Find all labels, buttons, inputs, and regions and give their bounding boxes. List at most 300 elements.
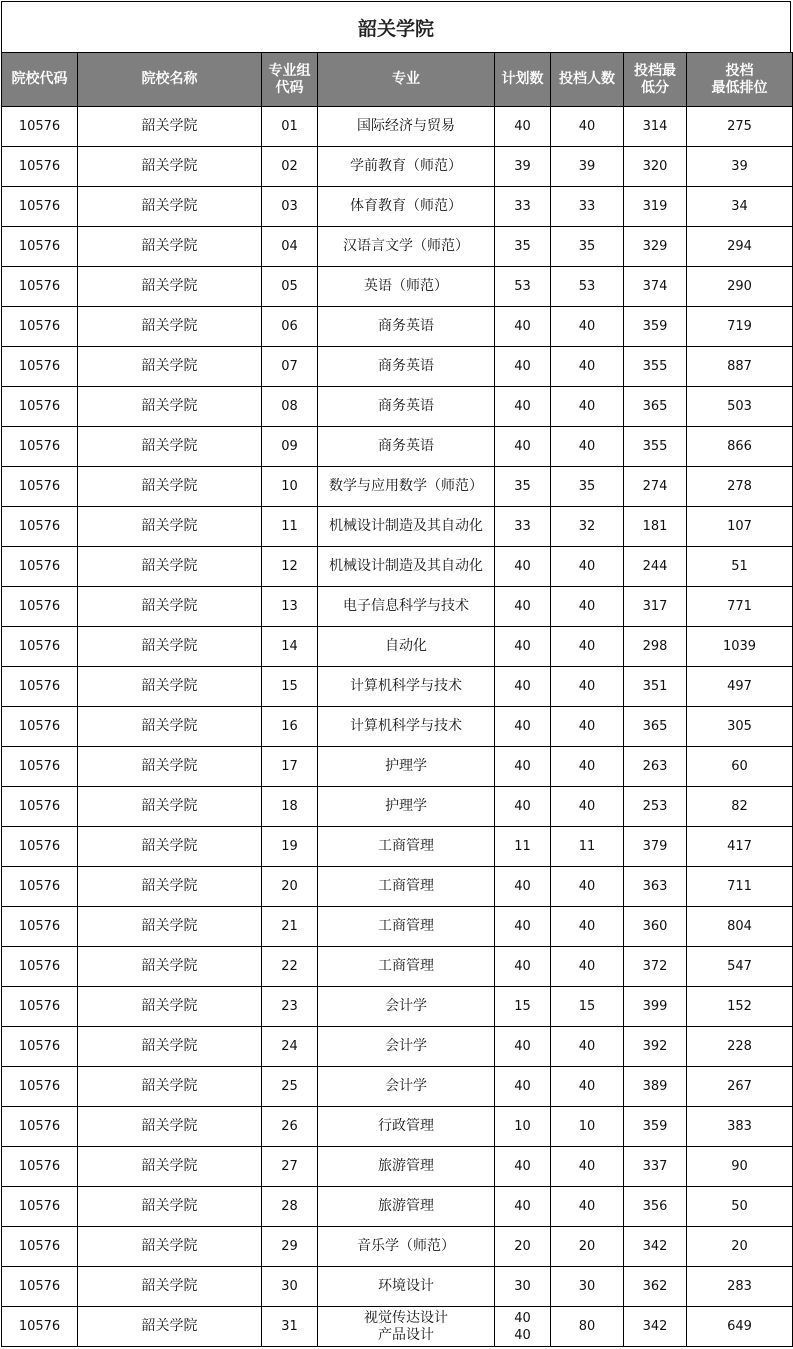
plan-cell-line: 40 xyxy=(514,759,531,774)
min-rank-cell: 278 xyxy=(687,467,793,507)
header-school-name xyxy=(78,53,262,107)
plan-cell-line: 40 xyxy=(514,679,531,694)
plan-cell xyxy=(495,1067,551,1107)
plan-cell xyxy=(495,547,551,587)
group-code-cell: 02 xyxy=(262,147,318,187)
min-rank-cell: 275 xyxy=(687,107,793,147)
min-rank-cell: 417 xyxy=(687,827,793,867)
major-cell xyxy=(318,1067,495,1107)
school-code-cell: 10576 xyxy=(2,187,78,227)
major-cell xyxy=(318,667,495,707)
min-score-cell: 337 xyxy=(624,1147,687,1187)
group-code-cell: 06 xyxy=(262,307,318,347)
plan-cell-line: 40 xyxy=(514,559,531,574)
table-row xyxy=(2,1187,793,1227)
plan-cell xyxy=(495,907,551,947)
school-name-cell: 韶关学院 xyxy=(78,387,262,427)
table-row xyxy=(2,467,793,507)
group-code-cell: 08 xyxy=(262,387,318,427)
admitted-cell: 35 xyxy=(551,227,624,267)
plan-cell xyxy=(495,307,551,347)
major-cell xyxy=(318,747,495,787)
school-code-cell: 10576 xyxy=(2,387,78,427)
plan-cell-line: 40 xyxy=(514,599,531,614)
min-score-cell: 379 xyxy=(624,827,687,867)
plan-cell-line: 40 xyxy=(514,1327,531,1343)
major-cell-line: 英语（师范） xyxy=(364,278,448,294)
table-row xyxy=(2,1147,793,1187)
plan-cell xyxy=(495,427,551,467)
plan-cell xyxy=(495,147,551,187)
table-row xyxy=(2,427,793,467)
group-code-cell: 22 xyxy=(262,947,318,987)
table-row xyxy=(2,347,793,387)
admitted-cell: 40 xyxy=(551,707,624,747)
group-code-cell: 26 xyxy=(262,1107,318,1147)
admitted-cell: 30 xyxy=(551,1267,624,1307)
major-cell xyxy=(318,1267,495,1307)
plan-cell-line: 40 xyxy=(514,119,531,134)
school-name-cell: 韶关学院 xyxy=(78,1307,262,1347)
plan-cell xyxy=(495,627,551,667)
major-cell-line: 工商管理 xyxy=(378,958,434,974)
min-score-cell: 356 xyxy=(624,1187,687,1227)
group-code-cell: 11 xyxy=(262,507,318,547)
admitted-cell: 53 xyxy=(551,267,624,307)
major-cell xyxy=(318,987,495,1027)
school-code-cell: 10576 xyxy=(2,907,78,947)
group-code-cell: 28 xyxy=(262,1187,318,1227)
major-cell xyxy=(318,907,495,947)
admitted-cell: 32 xyxy=(551,507,624,547)
major-cell xyxy=(318,547,495,587)
school-name-cell: 韶关学院 xyxy=(78,187,262,227)
major-cell-line: 工商管理 xyxy=(378,878,434,894)
admitted-cell: 39 xyxy=(551,147,624,187)
min-rank-cell: 283 xyxy=(687,1267,793,1307)
major-cell xyxy=(318,507,495,547)
min-rank-cell: 711 xyxy=(687,867,793,907)
min-score-cell: 253 xyxy=(624,787,687,827)
school-code-cell: 10576 xyxy=(2,427,78,467)
school-code-cell: 10576 xyxy=(2,227,78,267)
group-code-cell: 29 xyxy=(262,1227,318,1267)
plan-cell xyxy=(495,107,551,147)
table-row xyxy=(2,907,793,947)
min-rank-cell: 1039 xyxy=(687,627,793,667)
min-score-cell: 342 xyxy=(624,1227,687,1267)
admitted-cell: 80 xyxy=(551,1307,624,1347)
table-row xyxy=(2,667,793,707)
header-line: 投档最 xyxy=(634,62,676,79)
min-rank-cell: 383 xyxy=(687,1107,793,1147)
plan-cell-line: 40 xyxy=(514,879,531,894)
admitted-cell: 40 xyxy=(551,747,624,787)
group-code-cell: 30 xyxy=(262,1267,318,1307)
major-cell xyxy=(318,187,495,227)
school-name-cell: 韶关学院 xyxy=(78,267,262,307)
min-score-cell: 314 xyxy=(624,107,687,147)
min-score-cell: 359 xyxy=(624,1107,687,1147)
major-cell-line: 音乐学（师范） xyxy=(357,1238,455,1254)
school-code-cell: 10576 xyxy=(2,1027,78,1067)
min-score-cell: 342 xyxy=(624,1307,687,1347)
group-code-cell: 19 xyxy=(262,827,318,867)
major-cell xyxy=(318,1187,495,1227)
header-line: 低分 xyxy=(641,79,669,96)
min-rank-cell: 90 xyxy=(687,1147,793,1187)
school-name-cell: 韶关学院 xyxy=(78,587,262,627)
min-score-cell: 392 xyxy=(624,1027,687,1067)
school-code-cell: 10576 xyxy=(2,707,78,747)
school-name-cell: 韶关学院 xyxy=(78,867,262,907)
school-name-cell: 韶关学院 xyxy=(78,147,262,187)
min-score-cell: 329 xyxy=(624,227,687,267)
table-row xyxy=(2,1227,793,1267)
table-title: 韶关学院 xyxy=(1,1,791,53)
plan-cell xyxy=(495,987,551,1027)
min-rank-cell: 152 xyxy=(687,987,793,1027)
major-cell xyxy=(318,827,495,867)
min-rank-cell: 719 xyxy=(687,307,793,347)
header-line: 院校名称 xyxy=(141,71,198,87)
table-row xyxy=(2,947,793,987)
table-row xyxy=(2,1067,793,1107)
admitted-cell: 20 xyxy=(551,1227,624,1267)
major-cell xyxy=(318,107,495,147)
plan-cell-line: 40 xyxy=(514,919,531,934)
plan-cell-line: 40 xyxy=(514,959,531,974)
school-code-cell: 10576 xyxy=(2,1147,78,1187)
header-line: 院校代码 xyxy=(11,71,68,87)
plan-cell-line: 40 xyxy=(514,359,531,374)
major-cell xyxy=(318,307,495,347)
plan-cell xyxy=(495,1267,551,1307)
plan-cell-line: 40 xyxy=(514,1159,531,1174)
min-rank-cell: 547 xyxy=(687,947,793,987)
school-name-cell: 韶关学院 xyxy=(78,907,262,947)
group-code-cell: 17 xyxy=(262,747,318,787)
plan-cell xyxy=(495,347,551,387)
min-rank-cell: 804 xyxy=(687,907,793,947)
plan-cell-line: 40 xyxy=(514,719,531,734)
group-code-cell: 12 xyxy=(262,547,318,587)
table-row xyxy=(2,307,793,347)
header-row xyxy=(2,53,793,107)
table-row xyxy=(2,547,793,587)
school-code-cell: 10576 xyxy=(2,747,78,787)
group-code-cell: 25 xyxy=(262,1067,318,1107)
admitted-cell: 40 xyxy=(551,1147,624,1187)
table-row xyxy=(2,827,793,867)
group-code-cell: 16 xyxy=(262,707,318,747)
major-cell xyxy=(318,467,495,507)
admitted-cell: 33 xyxy=(551,187,624,227)
group-code-cell: 14 xyxy=(262,627,318,667)
min-rank-cell: 51 xyxy=(687,547,793,587)
school-code-cell: 10576 xyxy=(2,147,78,187)
group-code-cell: 21 xyxy=(262,907,318,947)
plan-cell xyxy=(495,787,551,827)
major-cell-line: 旅游管理 xyxy=(378,1158,434,1174)
table-row xyxy=(2,227,793,267)
major-cell-line: 体育教育（师范） xyxy=(350,198,462,214)
school-code-cell: 10576 xyxy=(2,947,78,987)
table-row xyxy=(2,867,793,907)
min-score-cell: 365 xyxy=(624,387,687,427)
school-name-cell: 韶关学院 xyxy=(78,1227,262,1267)
plan-cell-line: 35 xyxy=(514,239,531,254)
group-code-cell: 13 xyxy=(262,587,318,627)
group-code-cell: 01 xyxy=(262,107,318,147)
plan-cell-line: 40 xyxy=(514,439,531,454)
admitted-cell: 35 xyxy=(551,467,624,507)
admitted-cell: 40 xyxy=(551,1027,624,1067)
min-rank-cell: 290 xyxy=(687,267,793,307)
school-code-cell: 10576 xyxy=(2,1307,78,1347)
group-code-cell: 04 xyxy=(262,227,318,267)
min-score-cell: 359 xyxy=(624,307,687,347)
table-row xyxy=(2,507,793,547)
plan-cell-line: 40 xyxy=(514,319,531,334)
group-code-cell: 07 xyxy=(262,347,318,387)
plan-cell xyxy=(495,947,551,987)
major-cell-line: 护理学 xyxy=(385,798,427,814)
table-row xyxy=(2,1107,793,1147)
major-cell-line: 学前教育（师范） xyxy=(350,158,462,174)
admitted-cell: 40 xyxy=(551,667,624,707)
plan-cell-line: 15 xyxy=(514,999,531,1014)
major-cell xyxy=(318,387,495,427)
major-cell-line: 旅游管理 xyxy=(378,1198,434,1214)
min-rank-cell: 649 xyxy=(687,1307,793,1347)
table-body xyxy=(2,107,793,1347)
major-cell-line: 会计学 xyxy=(385,1078,427,1094)
plan-cell xyxy=(495,267,551,307)
major-cell xyxy=(318,347,495,387)
min-score-cell: 181 xyxy=(624,507,687,547)
group-code-cell: 03 xyxy=(262,187,318,227)
plan-cell xyxy=(495,587,551,627)
header-plan xyxy=(495,53,551,107)
major-cell-line: 商务英语 xyxy=(378,318,434,334)
table-row xyxy=(2,1027,793,1067)
major-cell-line: 产品设计 xyxy=(378,1326,434,1343)
header-line: 专业 xyxy=(392,71,420,87)
plan-cell-line: 53 xyxy=(514,279,531,294)
table-row xyxy=(2,187,793,227)
school-name-cell: 韶关学院 xyxy=(78,307,262,347)
header-major xyxy=(318,53,495,107)
min-rank-cell: 497 xyxy=(687,667,793,707)
school-name-cell: 韶关学院 xyxy=(78,347,262,387)
min-rank-cell: 60 xyxy=(687,747,793,787)
group-code-cell: 18 xyxy=(262,787,318,827)
plan-cell xyxy=(495,1147,551,1187)
major-cell xyxy=(318,1107,495,1147)
major-cell-line: 会计学 xyxy=(385,1038,427,1054)
min-score-cell: 274 xyxy=(624,467,687,507)
plan-cell-line: 33 xyxy=(514,199,531,214)
school-code-cell: 10576 xyxy=(2,267,78,307)
school-name-cell: 韶关学院 xyxy=(78,427,262,467)
major-cell xyxy=(318,787,495,827)
plan-cell-line: 20 xyxy=(514,1239,531,1254)
school-code-cell: 10576 xyxy=(2,347,78,387)
table-row xyxy=(2,267,793,307)
major-cell-line: 机械设计制造及其自动化 xyxy=(329,558,483,574)
plan-cell-line: 40 xyxy=(514,1079,531,1094)
table-row xyxy=(2,587,793,627)
school-name-cell: 韶关学院 xyxy=(78,667,262,707)
plan-cell-line: 40 xyxy=(514,799,531,814)
admitted-cell: 40 xyxy=(551,627,624,667)
min-rank-cell: 305 xyxy=(687,707,793,747)
school-code-cell: 10576 xyxy=(2,667,78,707)
plan-cell-line: 40 xyxy=(514,399,531,414)
plan-cell-line: 40 xyxy=(514,1199,531,1214)
major-cell xyxy=(318,587,495,627)
header-min-score xyxy=(624,53,687,107)
header-line: 专业组 xyxy=(268,62,311,79)
school-name-cell: 韶关学院 xyxy=(78,787,262,827)
plan-cell xyxy=(495,387,551,427)
group-code-cell: 05 xyxy=(262,267,318,307)
min-score-cell: 399 xyxy=(624,987,687,1027)
major-cell xyxy=(318,1027,495,1067)
plan-cell-line: 35 xyxy=(514,479,531,494)
plan-cell xyxy=(495,867,551,907)
min-rank-cell: 34 xyxy=(687,187,793,227)
table-row xyxy=(2,1307,793,1347)
min-rank-cell: 294 xyxy=(687,227,793,267)
plan-cell-line: 10 xyxy=(514,1119,531,1134)
school-code-cell: 10576 xyxy=(2,467,78,507)
plan-cell xyxy=(495,747,551,787)
plan-cell-line: 33 xyxy=(514,519,531,534)
table-row xyxy=(2,787,793,827)
min-score-cell: 374 xyxy=(624,267,687,307)
school-code-cell: 10576 xyxy=(2,307,78,347)
min-rank-cell: 503 xyxy=(687,387,793,427)
major-cell-line: 会计学 xyxy=(385,998,427,1014)
major-cell xyxy=(318,227,495,267)
plan-cell-line: 30 xyxy=(514,1279,531,1294)
admitted-cell: 40 xyxy=(551,1187,624,1227)
major-cell-line: 环境设计 xyxy=(378,1278,434,1294)
major-cell-line: 工商管理 xyxy=(378,918,434,934)
plan-cell xyxy=(495,1187,551,1227)
min-rank-cell: 228 xyxy=(687,1027,793,1067)
major-cell xyxy=(318,1307,495,1347)
major-cell xyxy=(318,427,495,467)
plan-cell xyxy=(495,1107,551,1147)
group-code-cell: 27 xyxy=(262,1147,318,1187)
min-score-cell: 355 xyxy=(624,347,687,387)
school-code-cell: 10576 xyxy=(2,587,78,627)
admitted-cell: 40 xyxy=(551,387,624,427)
table-row xyxy=(2,1267,793,1307)
min-score-cell: 363 xyxy=(624,867,687,907)
plan-cell xyxy=(495,187,551,227)
header-line: 计划数 xyxy=(501,71,544,87)
school-code-cell: 10576 xyxy=(2,627,78,667)
min-score-cell: 355 xyxy=(624,427,687,467)
group-code-cell: 10 xyxy=(262,467,318,507)
major-cell xyxy=(318,1147,495,1187)
min-score-cell: 263 xyxy=(624,747,687,787)
major-cell-line: 机械设计制造及其自动化 xyxy=(329,518,483,534)
table-row xyxy=(2,387,793,427)
min-rank-cell: 866 xyxy=(687,427,793,467)
admitted-cell: 40 xyxy=(551,587,624,627)
plan-cell-line: 40 xyxy=(514,1310,531,1326)
admitted-cell: 11 xyxy=(551,827,624,867)
min-rank-cell: 771 xyxy=(687,587,793,627)
admitted-cell: 10 xyxy=(551,1107,624,1147)
admitted-cell: 40 xyxy=(551,347,624,387)
major-cell-line: 电子信息科学与技术 xyxy=(343,598,469,614)
group-code-cell: 20 xyxy=(262,867,318,907)
major-cell xyxy=(318,267,495,307)
table-row xyxy=(2,147,793,187)
admitted-cell: 40 xyxy=(551,947,624,987)
admitted-cell: 40 xyxy=(551,427,624,467)
min-rank-cell: 267 xyxy=(687,1067,793,1107)
min-score-cell: 320 xyxy=(624,147,687,187)
header-line: 投档 xyxy=(725,62,754,79)
major-cell-line: 商务英语 xyxy=(378,358,434,374)
school-name-cell: 韶关学院 xyxy=(78,987,262,1027)
major-cell-line: 计算机科学与技术 xyxy=(350,718,462,734)
admission-table xyxy=(1,52,793,1347)
plan-cell xyxy=(495,707,551,747)
major-cell xyxy=(318,627,495,667)
plan-cell-line: 39 xyxy=(514,159,531,174)
major-cell-line: 自动化 xyxy=(385,638,427,654)
school-name-cell: 韶关学院 xyxy=(78,1027,262,1067)
min-rank-cell: 20 xyxy=(687,1227,793,1267)
major-cell-line: 商务英语 xyxy=(378,398,434,414)
group-code-cell: 15 xyxy=(262,667,318,707)
admitted-cell: 40 xyxy=(551,867,624,907)
group-code-cell: 24 xyxy=(262,1027,318,1067)
min-score-cell: 360 xyxy=(624,907,687,947)
school-name-cell: 韶关学院 xyxy=(78,467,262,507)
min-score-cell: 362 xyxy=(624,1267,687,1307)
school-code-cell: 10576 xyxy=(2,867,78,907)
major-cell xyxy=(318,147,495,187)
table-row xyxy=(2,987,793,1027)
school-name-cell: 韶关学院 xyxy=(78,827,262,867)
school-code-cell: 10576 xyxy=(2,1227,78,1267)
school-name-cell: 韶关学院 xyxy=(78,627,262,667)
min-rank-cell: 39 xyxy=(687,147,793,187)
school-code-cell: 10576 xyxy=(2,507,78,547)
plan-cell xyxy=(495,1027,551,1067)
min-score-cell: 319 xyxy=(624,187,687,227)
major-cell-line: 护理学 xyxy=(385,758,427,774)
plan-cell xyxy=(495,1227,551,1267)
header-admitted xyxy=(551,53,624,107)
school-name-cell: 韶关学院 xyxy=(78,747,262,787)
min-score-cell: 365 xyxy=(624,707,687,747)
group-code-cell: 09 xyxy=(262,427,318,467)
group-code-cell: 23 xyxy=(262,987,318,1027)
school-code-cell: 10576 xyxy=(2,827,78,867)
plan-cell xyxy=(495,507,551,547)
table-row xyxy=(2,107,793,147)
